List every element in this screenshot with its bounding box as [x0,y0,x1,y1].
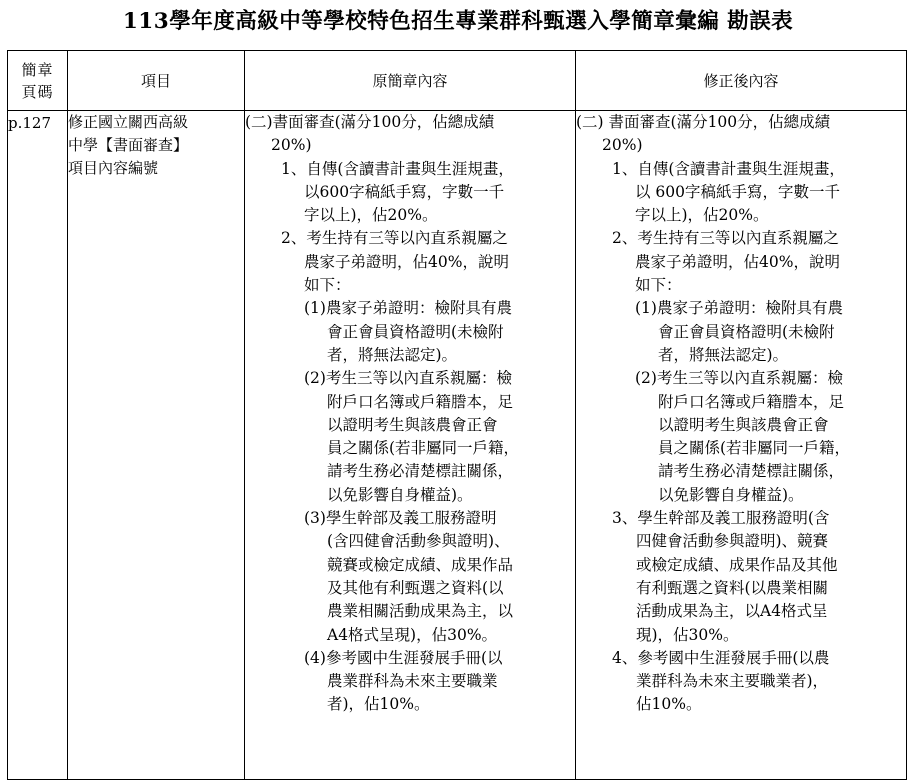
content-line: (2)考生三等以內直系親屬：檢 [635,369,843,388]
content-line: 有利甄選之資料(以農業相關 [636,578,829,597]
table-row [8,111,907,780]
header-original-content: 原簡章內容 [245,51,576,111]
content-line: (含四健會活動參與證明)、 [327,532,510,551]
content-line: 競賽或檢定成績、成果作品 [327,555,514,574]
content-line: 以600字稿紙手寫，字數一千 [304,182,505,201]
content-line: 字以上)，佔20%。 [635,206,769,225]
content-line: 如下： [635,276,682,295]
content-line: 1、自傳(含讀書計畫與生涯規畫， [281,159,514,178]
content-line: 以證明考生與該農會正會 [658,415,829,434]
content-line: 會正會員資格證明(未檢附 [327,322,504,341]
content-line: 請考生務必清楚標註關係， [327,462,514,481]
content-line: (4)參考國中生涯發展手冊(以 [304,648,503,667]
revised-content-cell [576,111,907,780]
table-header-row [8,51,907,111]
content-line: 2、考生持有三等以內直系親屬之 [612,229,839,248]
content-line: 字以上)，佔20%。 [304,206,438,225]
content-line: (3)學生幹部及義工服務證明 [304,509,497,528]
content-line: (2)考生三等以內直系親屬：檢 [304,369,512,388]
original-content-cell [245,111,576,780]
content-line: 3、學生幹部及義工服務證明(含 [612,509,830,528]
content-line: 附戶口名簿或戶籍謄本，足 [327,392,514,411]
header-item: 項目 [68,51,245,111]
content-line: 會正會員資格證明(未檢附 [658,322,835,341]
content-line: 者，將無法認定)。 [658,345,789,364]
content-line: (1)農家子弟證明：檢附具有農 [304,299,512,318]
content-line: 附戶口名簿或戶籍謄本，足 [658,392,845,411]
content-line: 以免影響自身權益)。 [658,485,804,504]
content-line: 以免影響自身權益)。 [327,485,473,504]
content-line: 者)，佔10%。 [327,695,430,714]
content-line: 業群科為未來主要職業者)， [636,672,829,691]
content-line: (二)書面審查(滿分100分，佔總成績 [245,113,495,131]
content-line: 2、考生持有三等以內直系親屬之 [281,229,508,248]
content-line: 現)，佔30%。 [636,625,739,644]
item-line: 修正國立關西高級 [68,113,189,131]
item-cell [68,111,245,780]
content-line: 佔10%。 [636,695,702,714]
page-number-cell: p.127 [8,111,68,780]
content-line: 以證明考生與該農會正會 [327,415,498,434]
content-line: A4格式呈現)，佔30%。 [327,625,498,644]
content-line: (二) 書面審查(滿分100分，佔總成績 [576,113,831,131]
content-line: 活動成果為主，以A4格式呈 [636,602,828,621]
header-revised-content: 修正後內容 [576,51,907,111]
content-line: 請考生務必清楚標註關係， [658,462,845,481]
content-line: 20%) [602,136,643,155]
content-line: 4、參考國中生涯發展手冊(以農 [612,648,830,667]
content-line: 者，將無法認定)。 [327,345,458,364]
item-line: 項目內容編號 [68,159,159,177]
content-line: 員之關係(若非屬同一戶籍， [658,439,851,458]
content-line: 1、自傳(含讀書計畫與生涯規畫， [612,159,845,178]
content-line: 農家子弟證明，佔40%，說明 [635,252,840,271]
errata-table [7,50,907,780]
content-line: 農業相關活動成果為主，以 [327,602,514,621]
content-line: 或檢定成績、成果作品及其他 [636,555,838,574]
header-page-line1: 簡章 [21,60,54,79]
content-line: 以 600字稿紙手寫，字數一千 [635,182,841,201]
content-line: 及其他有利甄選之資料(以 [327,578,504,597]
content-line: 如下： [304,276,351,295]
content-line: 農家子弟證明，佔40%，說明 [304,252,509,271]
header-page-line2: 頁碼 [21,82,54,101]
content-line: 農業群科為未來主要職業 [327,672,498,691]
content-line: 20%) [271,136,312,155]
header-page-number [8,51,68,111]
page-title: 113學年度高級中等學校特色招生專業群科甄選入學簡章彙編 勘誤表 [122,9,794,34]
content-line: (1)農家子弟證明：檢附具有農 [635,299,843,318]
content-line: 四健會活動參與證明)、競賽 [636,532,829,551]
content-line: 員之關係(若非屬同一戶籍， [327,439,520,458]
item-line: 中學【書面審查】 [68,136,189,154]
